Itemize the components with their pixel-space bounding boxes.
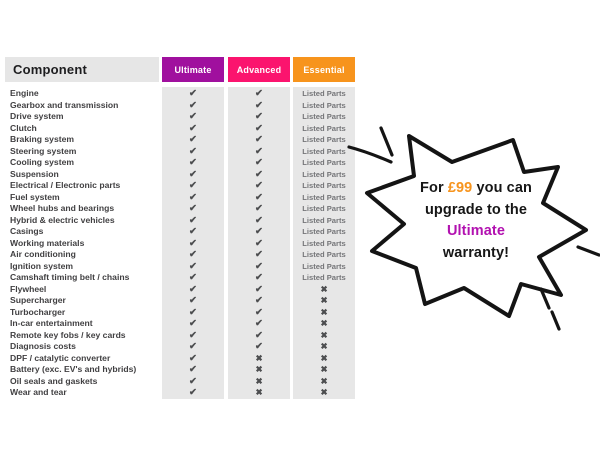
component-label: Camshaft timing belt / chains <box>10 272 130 282</box>
listed-parts-value: Listed Parts <box>302 204 346 213</box>
check-icon: ✔ <box>189 260 197 272</box>
component-header-label: Component <box>13 62 88 77</box>
component-label: Flywheel <box>10 283 47 294</box>
check-icon: ✔ <box>189 226 197 237</box>
check-icon: ✔ <box>189 375 197 387</box>
check-icon: ✔ <box>255 157 263 168</box>
component-label: Air conditioning <box>10 249 76 259</box>
table-row <box>0 364 356 376</box>
plan-header-label: Advanced <box>236 64 282 75</box>
cross-icon: ✖ <box>320 352 328 363</box>
check-icon: ✔ <box>255 214 263 226</box>
component-column-header <box>5 57 159 82</box>
check-icon: ✔ <box>255 99 263 111</box>
callout-line-1 <box>390 178 562 200</box>
cross-icon: ✖ <box>255 364 263 374</box>
callout-text: For <box>420 180 448 196</box>
table-row <box>0 169 356 181</box>
component-label: Drive system <box>10 111 64 121</box>
check-icon: ✔ <box>255 260 263 272</box>
component-label: Ignition system <box>10 260 74 271</box>
callout-line-2: upgrade to the <box>424 201 528 218</box>
check-icon: ✔ <box>255 203 263 214</box>
component-label: Steering system <box>10 145 77 156</box>
component-label: Working materials <box>10 237 85 248</box>
component-label: Battery (exc. EV's and hybrids) <box>10 364 137 374</box>
table-row <box>0 215 356 227</box>
listed-parts-value: Listed Parts <box>302 250 346 259</box>
check-icon: ✔ <box>189 237 197 249</box>
check-icon: ✔ <box>189 168 197 180</box>
table-row <box>0 341 356 353</box>
plan-header-essential <box>293 57 355 82</box>
listed-parts-value: Listed Parts <box>302 100 346 110</box>
check-icon: ✔ <box>255 111 263 122</box>
listed-parts-value: Listed Parts <box>302 135 346 144</box>
check-icon: ✔ <box>255 249 263 260</box>
listed-parts-value: Listed Parts <box>302 112 346 121</box>
check-icon: ✔ <box>255 145 263 157</box>
table-row <box>0 88 356 100</box>
listed-parts-value: Listed Parts <box>302 238 346 248</box>
table-row <box>0 100 356 112</box>
component-label: Braking system <box>10 134 75 144</box>
component-label: Oil seals and gaskets <box>10 375 98 386</box>
component-label: Fuel system <box>10 191 60 202</box>
cross-icon: ✖ <box>320 341 328 351</box>
component-label: In-car entertainment <box>10 318 93 328</box>
cross-icon: ✖ <box>255 375 263 386</box>
check-icon: ✔ <box>189 122 197 134</box>
check-icon: ✔ <box>189 145 197 157</box>
cross-icon: ✖ <box>320 387 328 397</box>
table-row <box>0 180 356 192</box>
cross-icon: ✖ <box>320 329 328 340</box>
check-icon: ✔ <box>189 134 197 145</box>
component-label: Diagnosis costs <box>10 341 76 351</box>
table-row <box>0 330 356 342</box>
table-row <box>0 111 356 123</box>
table-row <box>0 157 356 169</box>
table-row <box>0 387 356 399</box>
table-row <box>0 272 356 284</box>
cross-icon: ✖ <box>320 318 328 328</box>
table-row <box>0 307 356 319</box>
check-icon: ✔ <box>189 329 197 341</box>
plan-header-label: Essential <box>303 64 345 75</box>
table-row <box>0 123 356 135</box>
listed-parts-value: Listed Parts <box>302 158 346 167</box>
component-label: Turbocharger <box>10 306 66 317</box>
check-icon: ✔ <box>189 387 197 398</box>
listed-parts-value: Listed Parts <box>302 169 346 179</box>
table-row <box>0 134 356 146</box>
table-rows <box>0 88 356 399</box>
component-label: Gearbox and transmission <box>10 99 119 110</box>
cross-icon: ✖ <box>320 364 328 374</box>
component-label: Hybrid & electric vehicles <box>10 214 115 225</box>
check-icon: ✔ <box>189 191 197 203</box>
check-icon: ✔ <box>189 364 197 375</box>
table-row <box>0 353 356 365</box>
check-icon: ✔ <box>255 318 263 329</box>
check-icon: ✔ <box>189 249 197 260</box>
table-row <box>0 261 356 273</box>
listed-parts-value: Listed Parts <box>302 273 346 282</box>
cross-icon: ✖ <box>320 306 328 317</box>
table-row <box>0 295 356 307</box>
component-label: Casings <box>10 226 44 236</box>
cross-icon: ✖ <box>320 283 328 294</box>
check-icon: ✔ <box>255 134 263 145</box>
check-icon: ✔ <box>255 180 263 191</box>
check-icon: ✔ <box>255 306 263 318</box>
table-row <box>0 238 356 250</box>
check-icon: ✔ <box>255 272 263 283</box>
check-icon: ✔ <box>255 295 263 306</box>
callout-line-4: warranty! <box>442 244 510 261</box>
listed-parts-value: Listed Parts <box>302 181 346 190</box>
component-label: Supercharger <box>10 295 66 305</box>
listed-parts-value: Listed Parts <box>302 192 346 202</box>
check-icon: ✔ <box>189 99 197 111</box>
callout-price: £99 <box>447 180 473 196</box>
check-icon: ✔ <box>189 295 197 306</box>
listed-parts-value: Listed Parts <box>302 227 346 236</box>
upgrade-callout <box>390 178 562 264</box>
check-icon: ✔ <box>189 214 197 226</box>
check-icon: ✔ <box>255 168 263 180</box>
cross-icon: ✖ <box>320 295 328 305</box>
check-icon: ✔ <box>255 226 263 237</box>
table-row <box>0 146 356 158</box>
check-icon: ✔ <box>255 122 263 134</box>
listed-parts-value: Listed Parts <box>302 215 346 225</box>
plan-header-advanced <box>228 57 290 82</box>
listed-parts-value: Listed Parts <box>302 89 346 98</box>
check-icon: ✔ <box>255 283 263 295</box>
check-icon: ✔ <box>255 329 263 341</box>
plan-header-ultimate <box>162 57 224 82</box>
table-row <box>0 376 356 388</box>
component-label: Cooling system <box>10 157 74 167</box>
cross-icon: ✖ <box>320 375 328 386</box>
check-icon: ✔ <box>189 341 197 352</box>
listed-parts-value: Listed Parts <box>302 146 346 156</box>
check-icon: ✔ <box>189 272 197 283</box>
table-row <box>0 226 356 238</box>
table-row <box>0 284 356 296</box>
check-icon: ✔ <box>189 180 197 191</box>
table-row <box>0 249 356 261</box>
cross-icon: ✖ <box>255 352 263 363</box>
check-icon: ✔ <box>189 88 197 99</box>
component-label: Suspension <box>10 168 59 179</box>
listed-parts-value: Listed Parts <box>302 261 346 271</box>
check-icon: ✔ <box>255 237 263 249</box>
check-icon: ✔ <box>189 157 197 168</box>
check-icon: ✔ <box>189 352 197 364</box>
component-label: Engine <box>10 88 39 98</box>
plan-header-label: Ultimate <box>174 64 212 75</box>
check-icon: ✔ <box>255 341 263 352</box>
component-label: DPF / catalytic converter <box>10 352 111 363</box>
table-row <box>0 318 356 330</box>
check-icon: ✔ <box>189 306 197 318</box>
table-row <box>0 203 356 215</box>
check-icon: ✔ <box>189 203 197 214</box>
cross-icon: ✖ <box>255 387 263 397</box>
listed-parts-value: Listed Parts <box>302 123 346 133</box>
component-label: Wear and tear <box>10 387 67 397</box>
component-label: Electrical / Electronic parts <box>10 180 121 190</box>
check-icon: ✔ <box>189 111 197 122</box>
component-label: Clutch <box>10 122 37 133</box>
component-label: Remote key fobs / key cards <box>10 329 126 340</box>
check-icon: ✔ <box>189 318 197 329</box>
callout-line-3: Ultimate <box>446 223 505 239</box>
check-icon: ✔ <box>255 88 263 99</box>
table-row <box>0 192 356 204</box>
component-label: Wheel hubs and bearings <box>10 203 115 213</box>
check-icon: ✔ <box>189 283 197 295</box>
callout-text: you can <box>472 180 532 196</box>
check-icon: ✔ <box>255 191 263 203</box>
